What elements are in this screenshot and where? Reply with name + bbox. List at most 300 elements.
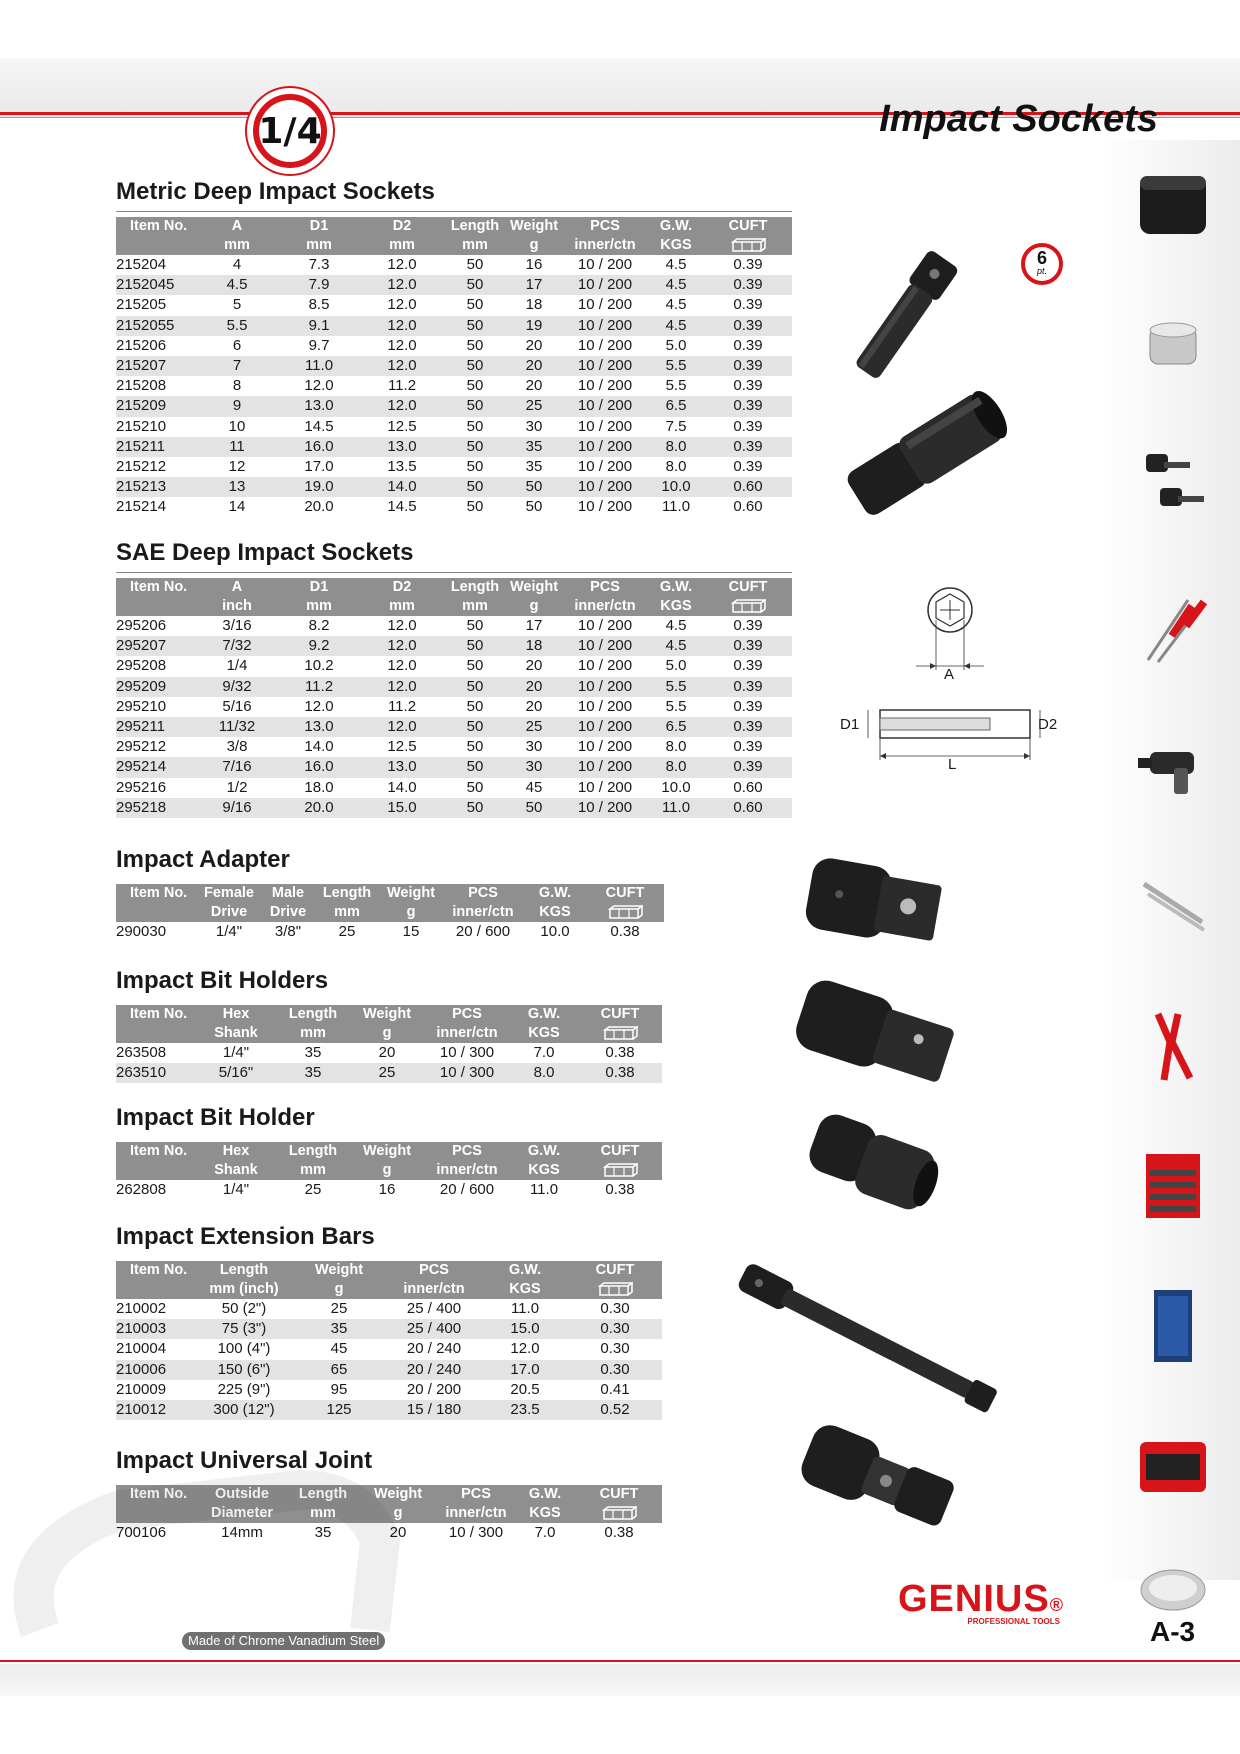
table-row bbox=[116, 1339, 662, 1359]
table-cell: 50 bbox=[466, 617, 484, 634]
table-cell: 0.39 bbox=[733, 417, 763, 435]
table-row bbox=[116, 275, 792, 295]
table-cell: 8.2 bbox=[308, 617, 330, 634]
col-outside: Outside bbox=[215, 1486, 269, 1502]
col-length: Length bbox=[288, 1143, 338, 1159]
unit-male: Drive bbox=[269, 904, 307, 920]
col-cuft: CUFT bbox=[595, 1262, 635, 1278]
page-title: Impact Sockets bbox=[879, 98, 1158, 140]
brand-name: GENIUS bbox=[898, 1578, 1050, 1620]
table-cell: 1/2 bbox=[226, 778, 248, 796]
table-cell: 10 / 200 bbox=[577, 276, 633, 294]
table-cell: 50 bbox=[466, 657, 484, 675]
section-title: Impact Universal Joint bbox=[116, 1447, 373, 1474]
cuft-box-icon bbox=[586, 903, 664, 922]
unit-length: mm bbox=[462, 598, 488, 614]
item-number-cell: 210003 bbox=[116, 1320, 167, 1338]
table-cell: 7/32 bbox=[222, 637, 252, 655]
impact-bit-holder-long-image bbox=[790, 975, 970, 1095]
col-d1: D1 bbox=[309, 579, 329, 595]
table-cell: 50 bbox=[466, 718, 484, 736]
table-cell: 5/16" bbox=[218, 1064, 254, 1082]
table-cell: 20 bbox=[389, 1524, 407, 1541]
table-cell: 15 bbox=[402, 923, 420, 940]
table-cell: 50 bbox=[466, 478, 484, 496]
table-cell: 12.0 bbox=[387, 316, 417, 334]
table-cell: 1/4 bbox=[226, 657, 248, 675]
item-number-cell: 210004 bbox=[116, 1340, 167, 1358]
table-cell: 12.0 bbox=[510, 1340, 540, 1358]
table-cell: 50 bbox=[466, 417, 484, 435]
table-cell: 11.2 bbox=[387, 377, 417, 395]
table-cell: 35 bbox=[304, 1044, 322, 1061]
table-cell: 3/8 bbox=[226, 738, 248, 756]
col-a: A bbox=[231, 218, 243, 234]
six-point-number: 6 bbox=[1036, 248, 1047, 268]
table-cell: 13.0 bbox=[304, 397, 334, 415]
table-cell: 125 bbox=[326, 1401, 352, 1419]
dimension-l-label: L bbox=[948, 756, 957, 773]
category-impact-sockets-icon[interactable] bbox=[1128, 160, 1218, 250]
section-title: Impact Bit Holder bbox=[116, 1104, 315, 1131]
col-pcs: PCS bbox=[452, 1006, 482, 1022]
table-cell: 12.0 bbox=[387, 617, 417, 634]
category-tool-sets-icon[interactable] bbox=[1128, 1420, 1218, 1510]
unit-gw: KGS bbox=[509, 1281, 541, 1297]
table-cell: 0.38 bbox=[610, 923, 640, 940]
table-cell: 0.39 bbox=[733, 397, 763, 415]
table-cell: 11.0 bbox=[661, 498, 691, 516]
table-cell: 50 bbox=[466, 397, 484, 415]
table-cell: 10 / 200 bbox=[577, 718, 633, 736]
deep-socket-large-image bbox=[835, 380, 1015, 530]
table-cell: 50 bbox=[466, 336, 484, 354]
item-number-cell: 215211 bbox=[116, 437, 165, 455]
unit-gw: KGS bbox=[529, 1505, 561, 1521]
table-cell: 10 / 200 bbox=[577, 738, 633, 756]
col-pcs: PCS bbox=[590, 218, 620, 234]
table-cell: 4.5 bbox=[226, 276, 248, 294]
unit-gw: KGS bbox=[660, 598, 692, 614]
table-cell: 13 bbox=[228, 478, 246, 496]
table-cell: 25 bbox=[338, 923, 356, 940]
col-length: Length bbox=[219, 1262, 269, 1278]
table-cell: 35 bbox=[525, 458, 543, 476]
bit-holder-table bbox=[116, 1142, 662, 1200]
table-row bbox=[116, 497, 792, 517]
table-cell: 8.0 bbox=[665, 437, 687, 455]
unit-d1: mm bbox=[306, 237, 332, 253]
table-row bbox=[116, 1043, 662, 1063]
item-number-cell: 215204 bbox=[116, 256, 167, 273]
table-cell: 20 / 600 bbox=[439, 1181, 495, 1198]
item-number-cell: 2152045 bbox=[116, 276, 175, 294]
table-row bbox=[116, 336, 792, 356]
unit-d2: mm bbox=[389, 237, 415, 253]
item-number-cell: 215212 bbox=[116, 458, 167, 476]
dimension-d1-label: D1 bbox=[840, 716, 860, 733]
table-cell: 10 / 300 bbox=[439, 1044, 495, 1061]
table-row bbox=[116, 798, 792, 818]
item-number-cell: 2152055 bbox=[116, 316, 175, 334]
table-cell: 20 bbox=[378, 1044, 396, 1061]
unit-a: mm bbox=[224, 237, 250, 253]
category-screwdrivers-icon[interactable] bbox=[1128, 580, 1218, 670]
table-cell: 13.0 bbox=[387, 437, 417, 455]
table-cell: 12.0 bbox=[387, 397, 417, 415]
table-cell: 0.39 bbox=[733, 316, 763, 334]
table-cell: 20 / 600 bbox=[455, 923, 511, 940]
table-cell: 25 bbox=[525, 397, 543, 415]
table-cell: 25 / 400 bbox=[406, 1320, 462, 1338]
impact-bit-holder-short-image bbox=[795, 1110, 955, 1220]
table-cell: 5.5 bbox=[665, 677, 687, 695]
genius-watermark-logo bbox=[0, 1450, 420, 1650]
unit-pcs: inner/ctn bbox=[445, 1505, 507, 1521]
unit-weight: g bbox=[393, 1505, 403, 1521]
drive-size-badge bbox=[247, 88, 333, 174]
col-gw: G.W. bbox=[508, 1262, 542, 1278]
col-item: Item No. bbox=[130, 1006, 188, 1022]
table-cell: 0.39 bbox=[733, 617, 763, 634]
table-cell: 30 bbox=[525, 417, 543, 435]
table-cell: 0.30 bbox=[600, 1300, 630, 1317]
table-cell: 35 bbox=[314, 1524, 332, 1541]
table-cell: 0.39 bbox=[733, 458, 763, 476]
table-cell: 16 bbox=[378, 1181, 396, 1198]
table-row bbox=[116, 922, 664, 942]
unit-length: mm bbox=[300, 1025, 326, 1041]
table-row bbox=[116, 636, 792, 656]
table-cell: 10 bbox=[228, 417, 246, 435]
table-cell: 13.5 bbox=[387, 458, 417, 476]
table-cell: 10 / 200 bbox=[577, 437, 633, 455]
col-gw: G.W. bbox=[659, 218, 693, 234]
table-cell: 11.0 bbox=[510, 1300, 540, 1317]
table-cell: 17 bbox=[525, 617, 543, 634]
table-cell: 10 / 200 bbox=[577, 336, 633, 354]
page-number: A-3 bbox=[1150, 1616, 1196, 1647]
table-cell: 45 bbox=[525, 778, 543, 796]
table-cell: 12.0 bbox=[387, 256, 417, 273]
table-cell: 14.0 bbox=[304, 738, 334, 756]
table-cell: 9.2 bbox=[308, 637, 330, 655]
table-cell: 12.0 bbox=[387, 637, 417, 655]
table-cell: 0.60 bbox=[733, 478, 763, 496]
table-cell: 50 bbox=[466, 637, 484, 655]
col-pcs: PCS bbox=[590, 579, 620, 595]
table-cell: 11/32 bbox=[218, 718, 256, 736]
table-cell: 8.0 bbox=[533, 1064, 555, 1082]
table-cell: 7 bbox=[232, 357, 242, 375]
table-cell: 5.5 bbox=[665, 377, 687, 395]
table-cell: 50 bbox=[466, 677, 484, 695]
table-cell: 10 / 200 bbox=[577, 316, 633, 334]
col-item: Item No. bbox=[130, 1486, 188, 1502]
col-d2: D2 bbox=[392, 579, 412, 595]
category-display-boards-icon[interactable] bbox=[1128, 1280, 1218, 1370]
col-gw: G.W. bbox=[527, 1143, 561, 1159]
impact-adapter-image bbox=[798, 850, 968, 960]
table-cell: 11 bbox=[229, 437, 245, 455]
table-cell: 10 / 200 bbox=[577, 397, 633, 415]
col-cuft: CUFT bbox=[599, 1486, 639, 1502]
table-cell: 25 bbox=[304, 1181, 322, 1198]
table-cell: 4.5 bbox=[665, 637, 687, 655]
table-cell: 1/4" bbox=[215, 923, 243, 940]
drive-size-label: 1/4 bbox=[259, 100, 321, 162]
table-cell: 50 bbox=[466, 296, 484, 314]
table-cell: 20 bbox=[525, 377, 543, 395]
table-cell: 6.5 bbox=[665, 718, 687, 736]
table-cell: 0.39 bbox=[733, 677, 763, 695]
table-cell: 12.5 bbox=[387, 417, 417, 435]
table-cell: 95 bbox=[330, 1380, 348, 1398]
table-cell: 17.0 bbox=[304, 458, 334, 476]
table-row bbox=[116, 255, 792, 275]
table-cell: 11.2 bbox=[304, 677, 334, 695]
item-number-cell: 215210 bbox=[116, 417, 167, 435]
item-number-cell: 295209 bbox=[116, 677, 167, 695]
cuft-box-icon bbox=[568, 1280, 662, 1299]
col-length: Length bbox=[298, 1486, 348, 1502]
table-cell: 45 bbox=[330, 1340, 348, 1358]
category-pliers-icon[interactable] bbox=[1128, 1000, 1218, 1090]
item-number-cell: 295216 bbox=[116, 778, 167, 796]
table-cell: 50 bbox=[525, 798, 543, 816]
unit-weight: g bbox=[529, 237, 539, 253]
table-cell: 16 bbox=[525, 256, 543, 273]
table-cell: 0.60 bbox=[733, 778, 763, 796]
col-weight: Weight bbox=[373, 1486, 423, 1502]
footer-red-line bbox=[0, 1660, 1240, 1662]
item-number-cell: 210012 bbox=[116, 1401, 167, 1419]
col-item: Item No. bbox=[130, 1262, 188, 1278]
table-cell: 12.0 bbox=[387, 657, 417, 675]
table-cell: 0.41 bbox=[600, 1380, 630, 1398]
unit-gw: KGS bbox=[539, 904, 571, 920]
item-number-cell: 215208 bbox=[116, 377, 167, 395]
table-cell: 25 / 400 bbox=[406, 1300, 462, 1317]
table-cell: 8.0 bbox=[665, 738, 687, 756]
table-cell: 5.0 bbox=[665, 657, 687, 675]
unit-hex: Shank bbox=[214, 1162, 258, 1178]
metric-table bbox=[116, 217, 792, 518]
table-cell: 300 (12") bbox=[213, 1401, 275, 1419]
table-cell: 50 bbox=[525, 478, 543, 496]
table-cell: 10.0 bbox=[661, 778, 691, 796]
col-gw: G.W. bbox=[528, 1486, 562, 1502]
col-weight: Weight bbox=[386, 885, 436, 901]
dimension-d2-label: D2 bbox=[1038, 716, 1058, 733]
table-cell: 6 bbox=[232, 336, 242, 354]
table-cell: 65 bbox=[330, 1360, 348, 1378]
table-cell: 17.0 bbox=[510, 1360, 540, 1378]
table-row bbox=[116, 1319, 662, 1339]
table-cell: 10 / 200 bbox=[577, 778, 633, 796]
six-point-badge bbox=[1021, 243, 1063, 285]
table-cell: 20 bbox=[525, 657, 543, 675]
table-row bbox=[116, 1180, 662, 1200]
col-male: Male bbox=[271, 885, 305, 901]
table-cell: 20 bbox=[525, 357, 543, 375]
category-air-tools-icon[interactable] bbox=[1128, 720, 1218, 810]
table-cell: 10.2 bbox=[304, 657, 334, 675]
unit-pcs: inner/ctn bbox=[436, 1025, 498, 1041]
table-cell: 50 bbox=[466, 316, 484, 334]
table-cell: 0.39 bbox=[733, 357, 763, 375]
table-cell: 7/16 bbox=[222, 758, 252, 776]
item-number-cell: 295208 bbox=[116, 657, 167, 675]
table-cell: 100 (4") bbox=[217, 1340, 271, 1358]
col-female: Female bbox=[204, 885, 254, 901]
table-cell: 0.39 bbox=[733, 296, 763, 314]
table-row bbox=[116, 376, 792, 396]
table-row bbox=[116, 437, 792, 457]
table-cell: 14.5 bbox=[304, 417, 334, 435]
metric-deep-section bbox=[116, 178, 792, 518]
col-hex: Hex bbox=[222, 1143, 250, 1159]
table-cell: 4.5 bbox=[665, 256, 687, 273]
table-cell: 7.5 bbox=[665, 417, 687, 435]
table-cell: 20 bbox=[525, 336, 543, 354]
table-cell: 18 bbox=[525, 296, 543, 314]
cuft-box-icon bbox=[576, 1504, 662, 1523]
table-cell: 5.0 bbox=[665, 336, 687, 354]
table-cell: 0.39 bbox=[733, 276, 763, 294]
unit-weight: g bbox=[334, 1281, 344, 1297]
table-cell: 8.0 bbox=[665, 758, 687, 776]
table-cell: 4.5 bbox=[665, 617, 687, 634]
table-cell: 12.0 bbox=[387, 718, 417, 736]
material-note: Made of Chrome Vanadium Steel bbox=[182, 1632, 385, 1650]
col-gw: G.W. bbox=[527, 1006, 561, 1022]
unit-d1: mm bbox=[306, 598, 332, 614]
item-number-cell: 215206 bbox=[116, 336, 167, 354]
table-cell: 14mm bbox=[221, 1524, 263, 1541]
unit-length: mm bbox=[334, 904, 360, 920]
unit-d2: mm bbox=[389, 598, 415, 614]
col-gw: G.W. bbox=[659, 579, 693, 595]
table-cell: 9 bbox=[232, 397, 242, 415]
table-cell: 11.2 bbox=[387, 697, 417, 715]
table-cell: 50 bbox=[466, 276, 484, 294]
table-cell: 10 / 200 bbox=[577, 637, 633, 655]
item-number-cell: 215205 bbox=[116, 296, 167, 314]
table-row bbox=[116, 697, 792, 717]
table-cell: 50 bbox=[466, 778, 484, 796]
table-cell: 7.9 bbox=[308, 276, 330, 294]
table-row bbox=[116, 656, 792, 676]
table-cell: 0.52 bbox=[600, 1401, 630, 1419]
cuft-box-icon bbox=[704, 236, 792, 255]
impact-adapter-section bbox=[116, 846, 664, 942]
table-cell: 10 / 200 bbox=[577, 377, 633, 395]
col-weight: Weight bbox=[509, 579, 559, 595]
table-cell: 10 / 200 bbox=[577, 498, 633, 516]
table-cell: 7.3 bbox=[308, 256, 330, 273]
unit-weight: g bbox=[406, 904, 416, 920]
table-cell: 1/4" bbox=[222, 1044, 250, 1061]
unit-hex: Shank bbox=[214, 1025, 258, 1041]
impact-universal-joint-image bbox=[790, 1425, 970, 1545]
brand-tagline: PROFESSIONAL TOOLS bbox=[967, 1617, 1060, 1626]
table-cell: 30 bbox=[525, 738, 543, 756]
table-row bbox=[116, 1299, 662, 1319]
item-number-cell: 262808 bbox=[116, 1181, 167, 1198]
category-tool-cabinets-icon[interactable] bbox=[1128, 1140, 1218, 1230]
six-point-unit: pt. bbox=[1036, 266, 1047, 276]
item-number-cell: 290030 bbox=[116, 923, 167, 940]
side-profile-diagram bbox=[840, 700, 1060, 773]
table-row bbox=[116, 477, 792, 497]
table-cell: 20 / 200 bbox=[406, 1380, 462, 1398]
table-cell: 10 / 200 bbox=[577, 697, 633, 715]
item-number-cell: 295206 bbox=[116, 617, 167, 634]
table-cell: 0.39 bbox=[733, 377, 763, 395]
item-number-cell: 295207 bbox=[116, 637, 167, 655]
item-number-cell: 215213 bbox=[116, 478, 167, 496]
category-wrenches-icon[interactable] bbox=[1128, 860, 1218, 950]
col-cuft: CUFT bbox=[728, 218, 768, 234]
table-cell: 0.39 bbox=[733, 256, 763, 273]
table-cell: 10 / 200 bbox=[577, 478, 633, 496]
category-bit-sockets-icon[interactable] bbox=[1128, 440, 1218, 530]
adapter-table bbox=[116, 884, 664, 942]
genius-logo bbox=[898, 1578, 1064, 1626]
table-cell: 10 / 200 bbox=[577, 617, 633, 634]
table-row bbox=[116, 417, 792, 437]
item-number-cell: 295211 bbox=[116, 718, 165, 736]
deep-socket-small-image bbox=[826, 245, 976, 395]
unit-pcs: inner/ctn bbox=[452, 904, 514, 920]
table-cell: 4.5 bbox=[665, 316, 687, 334]
col-item: Item No. bbox=[130, 579, 188, 595]
table-cell: 16.0 bbox=[304, 437, 334, 455]
item-number-cell: 295214 bbox=[116, 758, 167, 776]
category-chrome-sockets-icon[interactable] bbox=[1128, 300, 1218, 390]
table-cell: 15.0 bbox=[510, 1320, 540, 1338]
table-cell: 5.5 bbox=[665, 697, 687, 715]
section-title: SAE Deep Impact Sockets bbox=[116, 539, 792, 573]
table-cell: 0.39 bbox=[733, 738, 763, 756]
col-a: A bbox=[231, 579, 243, 595]
col-cuft: CUFT bbox=[600, 1143, 640, 1159]
unit-a: inch bbox=[222, 598, 252, 614]
col-d1: D1 bbox=[309, 218, 329, 234]
table-cell: 13.0 bbox=[387, 758, 417, 776]
col-gw: G.W. bbox=[538, 885, 572, 901]
unit-gw: KGS bbox=[528, 1025, 560, 1041]
table-cell: 12.0 bbox=[304, 377, 334, 395]
table-cell: 50 (2") bbox=[221, 1300, 267, 1317]
table-cell: 1/4" bbox=[222, 1181, 250, 1198]
table-cell: 20 bbox=[525, 697, 543, 715]
table-cell: 50 bbox=[466, 437, 484, 455]
unit-weight: g bbox=[382, 1162, 392, 1178]
table-cell: 14.5 bbox=[387, 498, 417, 516]
col-item: Item No. bbox=[130, 1143, 188, 1159]
table-cell: 10.0 bbox=[540, 923, 570, 940]
table-cell: 5 bbox=[232, 296, 242, 314]
col-cuft: CUFT bbox=[728, 579, 768, 595]
table-cell: 50 bbox=[525, 498, 543, 516]
table-cell: 8.5 bbox=[308, 296, 330, 314]
col-length: Length bbox=[322, 885, 372, 901]
table-cell: 35 bbox=[330, 1320, 348, 1338]
table-cell: 0.39 bbox=[733, 637, 763, 655]
unit-gw: KGS bbox=[660, 237, 692, 253]
